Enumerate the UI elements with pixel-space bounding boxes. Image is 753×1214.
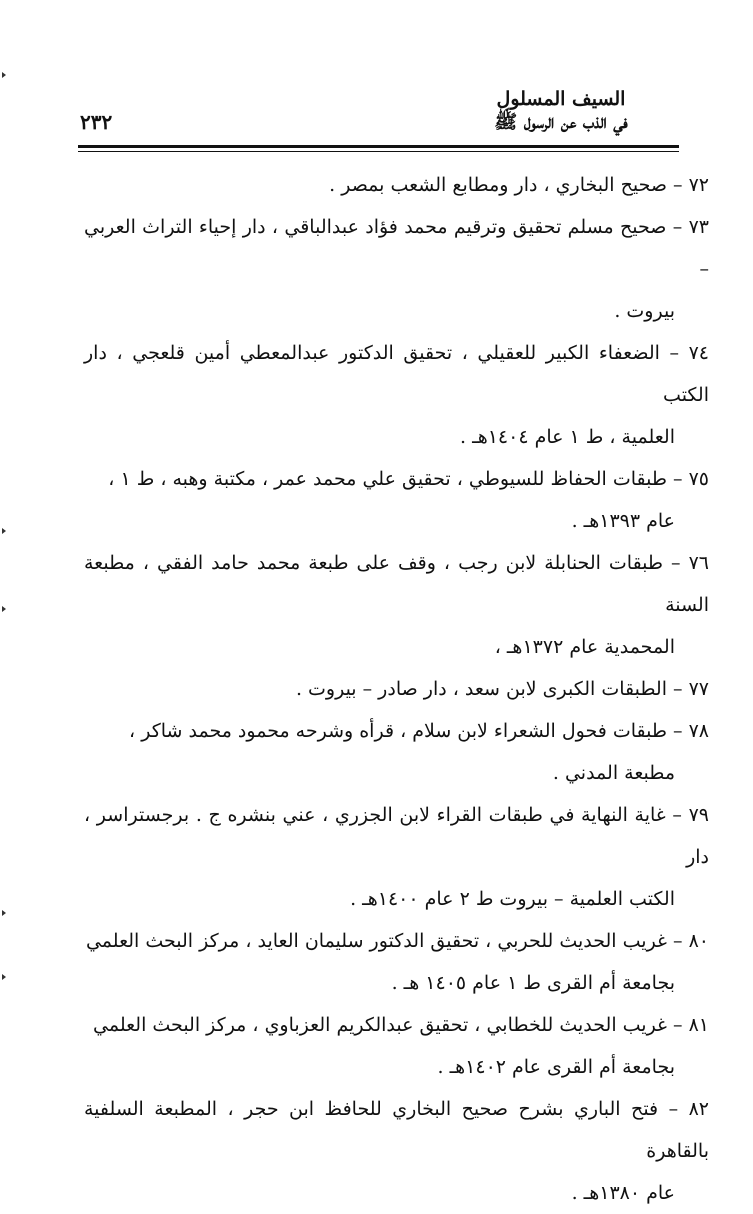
- header-rule-thick: [78, 145, 679, 148]
- reference-entry-79: [84, 794, 709, 920]
- reference-line: ٨٠ – غريب الحديث للحربي ، تحقيق الدكتور سليمان العايد ، مركز البحث العلمي: [85, 930, 709, 952]
- reference-continuation: عام ١٣٩٣هـ .: [571, 510, 675, 532]
- reference-continuation: بجامعة أم القرى ط ١ عام ١٤٠٥ هـ .: [391, 972, 675, 994]
- reference-continuation: بجامعة أم القرى عام ١٤٠٢هـ .: [437, 1056, 675, 1078]
- reference-continuation: المحمدية عام ١٣٧٢هـ ،: [494, 636, 675, 658]
- reference-line: ٧٤ – الضعفاء الكبير للعقيلي ، تحقيق الدكتور عبدالمعطي أمين قلعجي ، دار الكتب: [84, 342, 709, 406]
- reference-continuation: مطبعة المدني .: [552, 762, 675, 784]
- header-rule-thin: [78, 151, 679, 152]
- margin-tick-mark: [2, 974, 6, 980]
- reference-entry-77: [84, 668, 709, 710]
- reference-line: ٧٩ – غاية النهاية في طبقات القراء لابن الجزري ، عني بنشره ج . برجستراسر ، دار: [84, 804, 709, 868]
- reference-continuation: عام ١٣٨٠هـ .: [571, 1182, 675, 1204]
- reference-entry-78: [84, 710, 709, 794]
- reference-line: ٧٢ – صحيح البخاري ، دار ومطابع الشعب بمصر .: [329, 174, 709, 196]
- reference-line: ٧٦ – طبقات الحنابلة لابن رجب ، وقف على طبعة محمد حامد الفقي ، مطبعة السنة: [84, 552, 709, 616]
- running-title-line1: السيف المسلول: [496, 88, 626, 110]
- margin-tick-mark: [2, 72, 6, 78]
- reference-continuation: بيروت .: [614, 300, 675, 322]
- reference-entry-81: [84, 1004, 709, 1088]
- running-title-line2: في الذب عن الرسول ﷺ: [494, 111, 628, 133]
- running-title: [431, 88, 691, 134]
- margin-tick-mark: [2, 910, 6, 916]
- reference-entry-82: [84, 1088, 709, 1214]
- reference-line: ٨٢ – فتح الباري بشرح صحيح البخاري للحافظ ابن حجر ، المطبعة السلفية بالقاهرة: [84, 1098, 709, 1162]
- reference-line: ٧٣ – صحيح مسلم تحقيق وترقيم محمد فؤاد عبدالباقي ، دار إحياء التراث العربي –: [84, 216, 709, 280]
- reference-entry-75: [84, 458, 709, 542]
- reference-line: ٧٥ – طبقات الحفاظ للسيوطي ، تحقيق علي محمد عمر ، مكتبة وهبه ، ط ١ ،: [108, 468, 709, 490]
- reference-entry-76: [84, 542, 709, 668]
- reference-continuation: العلمية ، ط ١ عام ١٤٠٤هـ .: [460, 426, 675, 448]
- reference-entry-73: [84, 206, 709, 332]
- reference-entry-74: [84, 332, 709, 458]
- page-number: ٢٣٢: [80, 110, 113, 134]
- page-header: [70, 88, 691, 140]
- margin-tick-mark: [2, 606, 6, 612]
- margin-tick-mark: [2, 528, 6, 534]
- reference-entry-80: [84, 920, 709, 1004]
- reference-continuation: الكتب العلمية – بيروت ط ٢ عام ١٤٠٠هـ .: [350, 888, 675, 910]
- reference-line: ٨١ – غريب الحديث للخطابي ، تحقيق عبدالكريم العزباوي ، مركز البحث العلمي: [93, 1014, 709, 1036]
- reference-line: ٧٨ – طبقات فحول الشعراء لابن سلام ، قرأه وشرحه محمود محمد شاكر ،: [129, 720, 709, 742]
- reference-entry-72: [84, 164, 709, 206]
- reference-line: ٧٧ – الطبقات الكبرى لابن سعد ، دار صادر – بيروت .: [295, 678, 709, 700]
- reference-list: [84, 164, 709, 1214]
